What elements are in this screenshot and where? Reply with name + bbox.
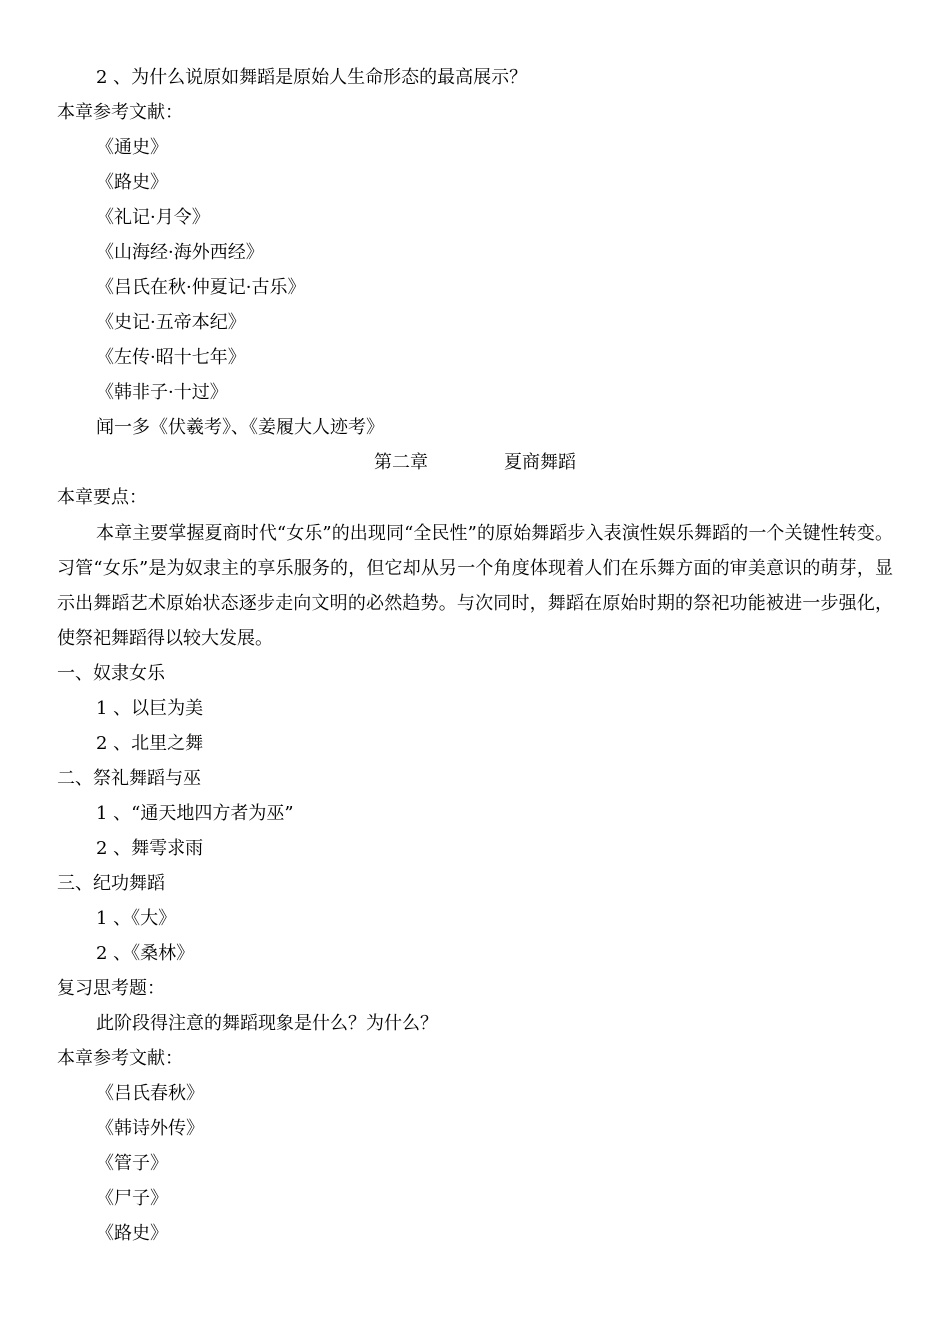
section-item: 2 、北里之舞 <box>96 733 204 754</box>
section-title: 二、祭礼舞蹈与巫 <box>57 768 201 789</box>
chapter-number: 第二章 <box>374 452 428 473</box>
reference-item: 《管子》 <box>96 1153 168 1174</box>
section-item: 2 、舞雩求雨 <box>96 838 204 859</box>
chapter-name: 夏商舞蹈 <box>504 452 576 473</box>
section-title: 一、奴隶女乐 <box>57 663 165 684</box>
section-title: 三、纪功舞蹈 <box>57 873 165 894</box>
section-item: 1 、《大》 <box>96 908 177 929</box>
key-points-paragraph: 本章主要掌握夏商时代“女乐”的出现同“全民性”的原始舞蹈步入表演性娱乐舞蹈的一个关键性转变。习管“女乐”是为奴隶主的享乐服务的，但它却从另一个角度体现着人们在乐舞方面的审美意识的萌芽，显示出舞蹈艺术原始状态逐步走向文明的必然趋势。与次同时，舞蹈在原始时期的祭祀功能被进一步强化，使祭祀舞蹈得以较大发展。 <box>57 523 893 649</box>
reference-item: 《路史》 <box>96 172 168 193</box>
review-question-2: 2 、为什么说原如舞蹈是原始人生命形态的最高展示？ <box>96 67 528 88</box>
reference-item: 《山海经·海外西经》 <box>96 242 264 263</box>
reference-item: 《吕氏在秋·仲夏记·古乐》 <box>96 277 306 298</box>
references-heading: 本章参考文献： <box>57 102 183 123</box>
reference-item: 《左传·昭十七年》 <box>96 347 246 368</box>
key-points-heading: 本章要点： <box>57 487 147 508</box>
reference-item: 《韩非子·十过》 <box>96 382 228 403</box>
section-item: 1 、“通天地四方者为巫” <box>96 803 294 824</box>
reference-item: 《史记·五帝本纪》 <box>96 312 246 333</box>
section-item: 1 、以巨为美 <box>96 698 204 719</box>
reference-item: 《路史》 <box>96 1223 168 1244</box>
references-heading: 本章参考文献： <box>57 1048 183 1069</box>
reference-item: 《吕氏春秋》 <box>96 1083 204 1104</box>
section-item: 2 、《桑林》 <box>96 943 195 964</box>
review-heading: 复习思考题： <box>57 978 165 999</box>
reference-item: 《尸子》 <box>96 1188 168 1209</box>
reference-item: 《礼记·月令》 <box>96 207 210 228</box>
reference-item: 《通史》 <box>96 137 168 158</box>
reference-item: 《韩诗外传》 <box>96 1118 204 1139</box>
chapter-title <box>0 451 950 475</box>
reference-item-wen-yiduo: 闻一多《伏羲考》、《姜履大人迹考》 <box>96 417 384 438</box>
review-question: 此阶段得注意的舞蹈现象是什么？为什么？ <box>96 1013 438 1034</box>
